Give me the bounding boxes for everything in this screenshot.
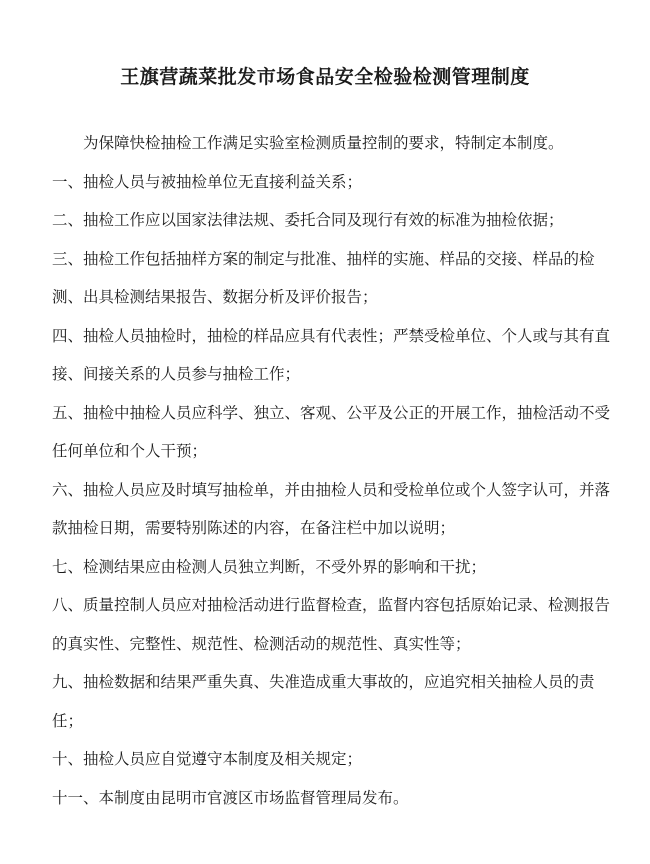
- document-body: [52, 124, 617, 817]
- rule-item-10: 十、抽检人员应自觉遵守本制度及相关规定；: [52, 750, 363, 768]
- intro-paragraph: 为保障快检抽检工作满足实验室检测质量控制的要求，特制定本制度。: [83, 134, 564, 152]
- document-title: 王旗营蔬菜批发市场食品安全检验检测管理制度: [120, 66, 530, 88]
- rule-item-5: 五、抽检中抽检人员应科学、独立、客观、公平及公正的开展工作，抽检活动不受任何单位和个人干预；: [52, 403, 611, 460]
- rule-item-4: 四、抽检人员抽检时，抽检的样品应具有代表性；严禁受检单位、个人或与其有直接、间接关系的人员参与抽检工作；: [52, 326, 611, 383]
- rule-item-8: 八、质量控制人员应对抽检活动进行监督检查，监督内容包括原始记录、检测报告的真实性、完整性、规范性、检测活动的规范性、真实性等；: [52, 596, 611, 653]
- rule-item-7: 七、检测结果应由检测人员独立判断，不受外界的影响和干扰；: [52, 557, 487, 576]
- rule-item-2: 二、抽检工作应以国家法律法规、委托合同及现行有效的标准为抽检依据；: [52, 211, 564, 229]
- rule-item-6: 六、抽检人员应及时填写抽检单，并由抽检人员和受检单位或个人签字认可，并落款抽检日期，需要特别陈述的内容，在备注栏中加以说明；: [52, 480, 611, 537]
- rule-item-9: 九、抽检数据和结果严重失真、失准造成重大事故的，应追究相关抽检人员的责任；: [52, 673, 595, 730]
- rule-item-1: 一、抽检人员与被抽检单位无直接利益关系；: [52, 172, 363, 191]
- rule-item-3: 三、抽检工作包括抽样方案的制定与批准、抽样的实施、样品的交接、样品的检测、出具检测结果报告、数据分析及评价报告；: [52, 249, 595, 306]
- rule-item-11: 十一、本制度由昆明市官渡区市场监督管理局发布。: [52, 788, 409, 807]
